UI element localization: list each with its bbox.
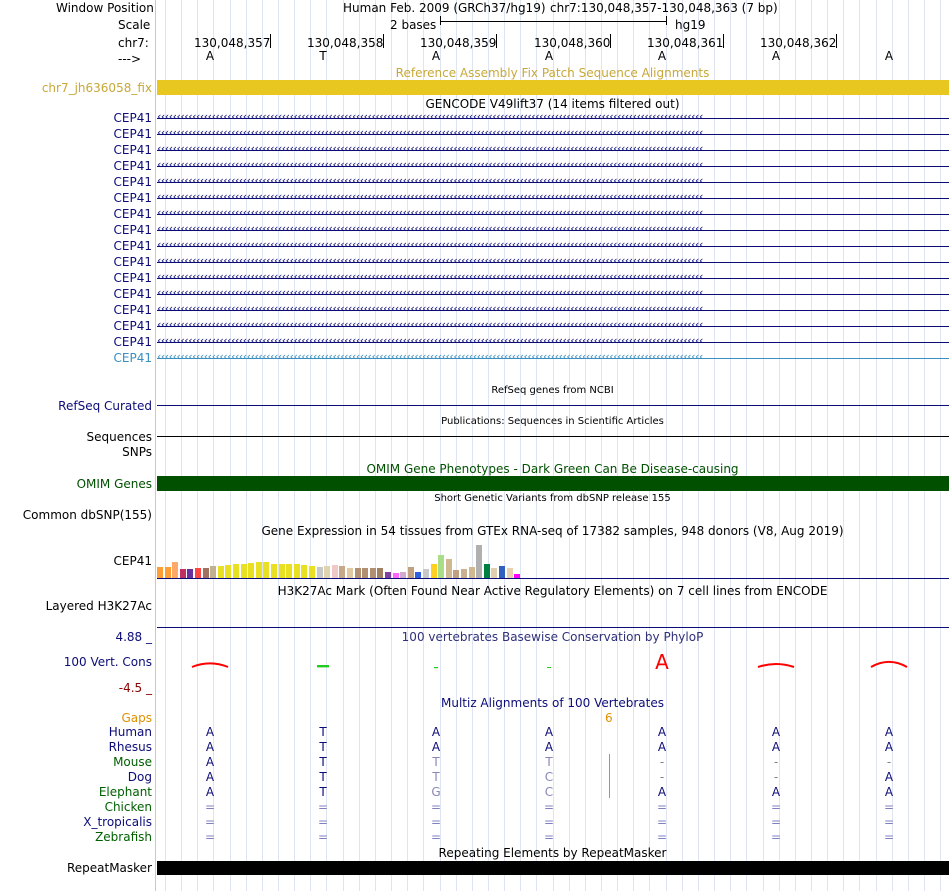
multiz-base: T — [319, 725, 327, 739]
multiz-base: = — [770, 800, 782, 814]
conservation-min: -4.5 _ — [118, 681, 152, 695]
multiz-base: A — [205, 785, 215, 799]
conservation-glyph — [192, 663, 228, 667]
multiz-base: A — [771, 725, 781, 739]
refseq-track-title: RefSeq genes from NCBI — [491, 385, 614, 396]
ruler-coordinate: 130,048,361 — [647, 36, 724, 50]
gencode-item-label[interactable]: CEP41 — [113, 175, 152, 189]
gtex-bar[interactable] — [317, 567, 323, 578]
repeatmasker-label[interactable]: RepeatMasker — [66, 861, 152, 875]
gtex-bar[interactable] — [484, 564, 490, 578]
ruler-coordinate: 130,048,357 — [194, 36, 271, 50]
scale-bar-right-tick — [666, 16, 667, 25]
gtex-bar[interactable] — [294, 564, 300, 578]
ruler-base: A — [884, 49, 894, 63]
publications-line[interactable] — [157, 436, 949, 437]
gtex-bar[interactable] — [165, 567, 171, 578]
omim-label[interactable]: OMIM Genes — [76, 477, 152, 491]
multiz-base: = — [317, 830, 329, 844]
conservation-glyph — [871, 662, 907, 667]
multiz-base: T — [319, 740, 327, 754]
conservation-track-title: 100 vertebrates Basewise Conservation by PhyloP — [401, 630, 704, 644]
gencode-item-label[interactable]: CEP41 — [113, 159, 152, 173]
multiz-base: = — [656, 800, 668, 814]
multiz-base: - — [886, 755, 892, 769]
repeatmasker-bar[interactable] — [157, 861, 949, 875]
gtex-bar[interactable] — [377, 568, 383, 578]
gtex-bar[interactable] — [370, 568, 376, 578]
conservation-glyph — [434, 667, 438, 668]
multiz-base: = — [656, 815, 668, 829]
gtex-bar[interactable] — [461, 569, 467, 578]
gtex-bar[interactable] — [271, 564, 277, 578]
multiz-base: = — [204, 800, 216, 814]
strand-arrows-icon: ‹‹‹‹‹‹‹‹‹‹‹‹‹‹‹‹‹‹‹‹‹‹‹‹‹‹‹‹‹‹‹‹‹‹‹‹‹‹‹‹‹‹‹‹‹‹‹‹‹‹‹‹‹‹‹‹‹‹‹‹‹‹‹‹‹‹‹‹‹‹‹‹‹‹‹‹‹‹‹‹‹‹‹‹‹‹‹‹‹‹‹‹‹‹‹‹‹‹‹‹‹‹‹‹‹‹‹‹‹‹‹‹‹‹‹‹‹‹‹‹‹‹‹‹‹‹‹‹‹‹‹‹‹‹‹‹‹‹‹‹ — [157, 158, 703, 171]
strand-arrows-icon: ‹‹‹‹‹‹‹‹‹‹‹‹‹‹‹‹‹‹‹‹‹‹‹‹‹‹‹‹‹‹‹‹‹‹‹‹‹‹‹‹‹‹‹‹‹‹‹‹‹‹‹‹‹‹‹‹‹‹‹‹‹‹‹‹‹‹‹‹‹‹‹‹‹‹‹‹‹‹‹‹‹‹‹‹‹‹‹‹‹‹‹‹‹‹‹‹‹‹‹‹‹‹‹‹‹‹‹‹‹‹‹‹‹‹‹‹‹‹‹‹‹‹‹‹‹‹‹‹‹‹‹‹‹‹‹‹‹‹‹‹ — [157, 254, 703, 267]
gencode-item-label[interactable]: CEP41 — [113, 303, 152, 317]
ruler-base: T — [319, 49, 327, 63]
gtex-baseline — [157, 578, 949, 579]
strand-arrows-icon: ‹‹‹‹‹‹‹‹‹‹‹‹‹‹‹‹‹‹‹‹‹‹‹‹‹‹‹‹‹‹‹‹‹‹‹‹‹‹‹‹‹‹‹‹‹‹‹‹‹‹‹‹‹‹‹‹‹‹‹‹‹‹‹‹‹‹‹‹‹‹‹‹‹‹‹‹‹‹‹‹‹‹‹‹‹‹‹‹‹‹‹‹‹‹‹‹‹‹‹‹‹‹‹‹‹‹‹‹‹‹‹‹‹‹‹‹‹‹‹‹‹‹‹‹‹‹‹‹‹‹‹‹‹‹‹‹‹‹‹‹ — [157, 190, 703, 203]
gtex-bar[interactable] — [476, 545, 482, 578]
gtex-bar[interactable] — [157, 567, 163, 578]
gencode-item-label[interactable]: CEP41 — [113, 207, 152, 221]
multiz-base: - — [659, 770, 665, 784]
multiz-species-label[interactable]: Dog — [127, 770, 152, 784]
conservation-glyph — [758, 664, 794, 667]
ruler-tick — [496, 34, 497, 48]
multiz-base: = — [430, 830, 442, 844]
multiz-track-title: Multiz Alignments of 100 Vertebrates — [440, 696, 665, 710]
gtex-bar[interactable] — [225, 565, 231, 578]
multiz-base: = — [543, 815, 555, 829]
fix-patch-label[interactable]: chr7_jh636058_fix — [41, 81, 152, 95]
multiz-base: A — [657, 740, 667, 754]
multiz-base: = — [883, 815, 895, 829]
conservation-label[interactable]: 100 Vert. Cons — [63, 655, 152, 669]
strand-arrows-icon: ‹‹‹‹‹‹‹‹‹‹‹‹‹‹‹‹‹‹‹‹‹‹‹‹‹‹‹‹‹‹‹‹‹‹‹‹‹‹‹‹‹‹‹‹‹‹‹‹‹‹‹‹‹‹‹‹‹‹‹‹‹‹‹‹‹‹‹‹‹‹‹‹‹‹‹‹‹‹‹‹‹‹‹‹‹‹‹‹‹‹‹‹‹‹‹‹‹‹‹‹‹‹‹‹‹‹‹‹‹‹‹‹‹‹‹‹‹‹‹‹‹‹‹‹‹‹‹‹‹‹‹‹‹‹‹‹‹‹‹‹ — [157, 238, 703, 251]
gtex-bar[interactable] — [438, 555, 444, 578]
scale-label: Scale — [118, 18, 151, 32]
multiz-base: A — [205, 725, 215, 739]
gtex-bar[interactable] — [233, 564, 239, 578]
gtex-bar[interactable] — [263, 562, 269, 578]
ruler-coordinate: 130,048,362 — [760, 36, 837, 50]
multiz-base: A — [771, 785, 781, 799]
gtex-bar[interactable] — [339, 566, 345, 578]
gtex-bar[interactable] — [241, 564, 247, 578]
omim-bar[interactable] — [157, 476, 949, 491]
multiz-base: A — [884, 725, 894, 739]
fix-patch-track-title: Reference Assembly Fix Patch Sequence Alignments — [395, 66, 710, 80]
gencode-item-label[interactable]: CEP41 — [113, 143, 152, 157]
multiz-base: C — [544, 770, 554, 784]
multiz-base: = — [770, 815, 782, 829]
multiz-base: A — [431, 740, 441, 754]
chrom-label: chr7: — [118, 36, 149, 50]
gtex-bar[interactable] — [256, 562, 262, 578]
multiz-species-label[interactable]: Chicken — [104, 800, 152, 814]
multiz-base: T — [545, 755, 553, 769]
gtex-bar[interactable] — [286, 564, 292, 578]
multiz-base: A — [544, 725, 554, 739]
multiz-species-label[interactable]: Rhesus — [108, 740, 152, 754]
ruler-coordinate: 130,048,360 — [534, 36, 611, 50]
gtex-track-title: Gene Expression in 54 tissues from GTEx RNA-seq of 17382 samples, 948 donors (V8, Aug 2019) — [261, 524, 844, 538]
conservation-glyph — [317, 665, 329, 667]
h3k27ac-track-title: H3K27Ac Mark (Often Found Near Active Regulatory Elements) on 7 cell lines from ENCODE — [277, 584, 828, 598]
gtex-bar[interactable] — [279, 564, 285, 578]
multiz-base: = — [543, 830, 555, 844]
gencode-item-label[interactable]: CEP41 — [113, 223, 152, 237]
gtex-bar[interactable] — [301, 565, 307, 578]
multiz-base: = — [883, 800, 895, 814]
gencode-item-label[interactable]: CEP41 — [113, 271, 152, 285]
strand-arrows-icon: ‹‹‹‹‹‹‹‹‹‹‹‹‹‹‹‹‹‹‹‹‹‹‹‹‹‹‹‹‹‹‹‹‹‹‹‹‹‹‹‹‹‹‹‹‹‹‹‹‹‹‹‹‹‹‹‹‹‹‹‹‹‹‹‹‹‹‹‹‹‹‹‹‹‹‹‹‹‹‹‹‹‹‹‹‹‹‹‹‹‹‹‹‹‹‹‹‹‹‹‹‹‹‹‹‹‹‹‹‹‹‹‹‹‹‹‹‹‹‹‹‹‹‹‹‹‹‹‹‹‹‹‹‹‹‹‹‹‹‹‹ — [157, 318, 703, 331]
multiz-base: - — [773, 770, 779, 784]
multiz-base: C — [544, 785, 554, 799]
multiz-gaps-label: Gaps — [121, 711, 152, 725]
strand-arrows-icon: ‹‹‹‹‹‹‹‹‹‹‹‹‹‹‹‹‹‹‹‹‹‹‹‹‹‹‹‹‹‹‹‹‹‹‹‹‹‹‹‹‹‹‹‹‹‹‹‹‹‹‹‹‹‹‹‹‹‹‹‹‹‹‹‹‹‹‹‹‹‹‹‹‹‹‹‹‹‹‹‹‹‹‹‹‹‹‹‹‹‹‹‹‹‹‹‹‹‹‹‹‹‹‹‹‹‹‹‹‹‹‹‹‹‹‹‹‹‹‹‹‹‹‹‹‹‹‹‹‹‹‹‹‹‹‹‹‹‹‹‹ — [157, 110, 703, 123]
multiz-species-label[interactable]: Mouse — [113, 755, 152, 769]
multiz-gap-marker[interactable] — [609, 754, 610, 798]
multiz-base: A — [431, 725, 441, 739]
multiz-base: A — [771, 740, 781, 754]
conservation-glyph — [547, 667, 551, 668]
gencode-item-label[interactable]: CEP41 — [113, 351, 152, 365]
gtex-bar[interactable] — [210, 566, 216, 578]
gencode-item-label[interactable]: CEP41 — [113, 111, 152, 125]
gtex-bar[interactable] — [332, 565, 338, 578]
gtex-bar[interactable] — [491, 568, 497, 578]
multiz-base: = — [430, 800, 442, 814]
multiz-species-label[interactable]: Elephant — [98, 785, 152, 799]
gtex-bar[interactable] — [469, 567, 475, 578]
gtex-bar[interactable] — [187, 569, 193, 578]
multiz-species-label[interactable]: Human — [108, 725, 152, 739]
scale-db-label: hg19 — [675, 18, 706, 32]
multiz-base: = — [543, 800, 555, 814]
h3k27ac-baseline — [157, 627, 949, 628]
ruler-tick — [610, 34, 611, 48]
gtex-bar[interactable] — [431, 564, 437, 578]
refseq-label[interactable]: RefSeq Curated — [58, 399, 152, 413]
dbsnp-track-title: Short Genetic Variants from dbSNP release 155 — [434, 493, 671, 504]
ruler-base: A — [544, 49, 554, 63]
multiz-base: T — [432, 755, 440, 769]
strand-arrows-icon: ‹‹‹‹‹‹‹‹‹‹‹‹‹‹‹‹‹‹‹‹‹‹‹‹‹‹‹‹‹‹‹‹‹‹‹‹‹‹‹‹‹‹‹‹‹‹‹‹‹‹‹‹‹‹‹‹‹‹‹‹‹‹‹‹‹‹‹‹‹‹‹‹‹‹‹‹‹‹‹‹‹‹‹‹‹‹‹‹‹‹‹‹‹‹‹‹‹‹‹‹‹‹‹‹‹‹‹‹‹‹‹‹‹‹‹‹‹‹‹‹‹‹‹‹‹‹‹‹‹‹‹‹‹‹‹‹‹‹‹‹ — [157, 350, 703, 363]
multiz-base: A — [657, 785, 667, 799]
strand-arrows-icon: ‹‹‹‹‹‹‹‹‹‹‹‹‹‹‹‹‹‹‹‹‹‹‹‹‹‹‹‹‹‹‹‹‹‹‹‹‹‹‹‹‹‹‹‹‹‹‹‹‹‹‹‹‹‹‹‹‹‹‹‹‹‹‹‹‹‹‹‹‹‹‹‹‹‹‹‹‹‹‹‹‹‹‹‹‹‹‹‹‹‹‹‹‹‹‹‹‹‹‹‹‹‹‹‹‹‹‹‹‹‹‹‹‹‹‹‹‹‹‹‹‹‹‹‹‹‹‹‹‹‹‹‹‹‹‹‹‹‹‹‹ — [157, 222, 703, 235]
gencode-item-label[interactable]: CEP41 — [113, 287, 152, 301]
conservation-max: 4.88 _ — [115, 630, 152, 644]
gencode-track-title: GENCODE V49lift37 (14 items filtered out) — [425, 97, 680, 111]
multiz-species-label[interactable]: X_tropicalis — [83, 815, 152, 829]
gtex-bar[interactable] — [172, 562, 178, 578]
strand-arrows-icon: ‹‹‹‹‹‹‹‹‹‹‹‹‹‹‹‹‹‹‹‹‹‹‹‹‹‹‹‹‹‹‹‹‹‹‹‹‹‹‹‹‹‹‹‹‹‹‹‹‹‹‹‹‹‹‹‹‹‹‹‹‹‹‹‹‹‹‹‹‹‹‹‹‹‹‹‹‹‹‹‹‹‹‹‹‹‹‹‹‹‹‹‹‹‹‹‹‹‹‹‹‹‹‹‹‹‹‹‹‹‹‹‹‹‹‹‹‹‹‹‹‹‹‹‹‹‹‹‹‹‹‹‹‹‹‹‹‹‹‹‹ — [157, 302, 703, 315]
gtex-bar[interactable] — [355, 568, 361, 578]
repeatmasker-track-title: Repeating Elements by RepeatMasker — [438, 846, 667, 860]
multiz-base: = — [317, 815, 329, 829]
gtex-bar[interactable] — [309, 566, 315, 578]
strand-arrows-icon: ‹‹‹‹‹‹‹‹‹‹‹‹‹‹‹‹‹‹‹‹‹‹‹‹‹‹‹‹‹‹‹‹‹‹‹‹‹‹‹‹‹‹‹‹‹‹‹‹‹‹‹‹‹‹‹‹‹‹‹‹‹‹‹‹‹‹‹‹‹‹‹‹‹‹‹‹‹‹‹‹‹‹‹‹‹‹‹‹‹‹‹‹‹‹‹‹‹‹‹‹‹‹‹‹‹‹‹‹‹‹‹‹‹‹‹‹‹‹‹‹‹‹‹‹‹‹‹‹‹‹‹‹‹‹‹‹‹‹‹‹ — [157, 270, 703, 283]
strand-arrows-icon: ‹‹‹‹‹‹‹‹‹‹‹‹‹‹‹‹‹‹‹‹‹‹‹‹‹‹‹‹‹‹‹‹‹‹‹‹‹‹‹‹‹‹‹‹‹‹‹‹‹‹‹‹‹‹‹‹‹‹‹‹‹‹‹‹‹‹‹‹‹‹‹‹‹‹‹‹‹‹‹‹‹‹‹‹‹‹‹‹‹‹‹‹‹‹‹‹‹‹‹‹‹‹‹‹‹‹‹‹‹‹‹‹‹‹‹‹‹‹‹‹‹‹‹‹‹‹‹‹‹‹‹‹‹‹‹‹‹‹‹‹ — [157, 126, 703, 139]
gtex-bar[interactable] — [408, 567, 414, 578]
multiz-base: A — [884, 740, 894, 754]
strand-arrows-icon: ‹‹‹‹‹‹‹‹‹‹‹‹‹‹‹‹‹‹‹‹‹‹‹‹‹‹‹‹‹‹‹‹‹‹‹‹‹‹‹‹‹‹‹‹‹‹‹‹‹‹‹‹‹‹‹‹‹‹‹‹‹‹‹‹‹‹‹‹‹‹‹‹‹‹‹‹‹‹‹‹‹‹‹‹‹‹‹‹‹‹‹‹‹‹‹‹‹‹‹‹‹‹‹‹‹‹‹‹‹‹‹‹‹‹‹‹‹‹‹‹‹‹‹‹‹‹‹‹‹‹‹‹‹‹‹‹‹‹‹‹ — [157, 334, 703, 347]
multiz-gap-count[interactable]: 6 — [605, 711, 613, 725]
multiz-base: T — [319, 785, 327, 799]
scale-bar-label: 2 bases — [390, 18, 437, 32]
window-position-label: Window Position — [56, 1, 154, 15]
gencode-item-label[interactable]: CEP41 — [113, 239, 152, 253]
gtex-bar[interactable] — [446, 559, 452, 578]
multiz-base: = — [204, 830, 216, 844]
multiz-base: T — [319, 770, 327, 784]
multiz-base: A — [657, 725, 667, 739]
multiz-base: T — [319, 755, 327, 769]
multiz-base: = — [883, 830, 895, 844]
multiz-base: T — [432, 770, 440, 784]
gtex-bar[interactable] — [248, 563, 254, 578]
h3k27ac-label[interactable]: Layered H3K27Ac — [45, 599, 152, 613]
multiz-base: A — [205, 755, 215, 769]
dbsnp-label[interactable]: Common dbSNP(155) — [22, 508, 152, 522]
multiz-base: A — [544, 740, 554, 754]
publications-track-title: Publications: Sequences in Scientific Articles — [441, 416, 664, 427]
omim-track-title: OMIM Gene Phenotypes - Dark Green Can Be Disease-causing — [366, 462, 739, 476]
gencode-item-label[interactable]: CEP41 — [113, 255, 152, 269]
multiz-base: A — [884, 770, 894, 784]
publications-label[interactable]: Sequences — [86, 430, 152, 444]
gencode-item-label[interactable]: CEP41 — [113, 335, 152, 349]
gtex-bar[interactable] — [203, 568, 209, 578]
position-readout[interactable]: chr7:130,048,357-130,048,363 (7 bp) — [550, 1, 778, 15]
multiz-base: - — [659, 755, 665, 769]
gtex-bar[interactable] — [195, 568, 201, 578]
strand-arrows-icon: ‹‹‹‹‹‹‹‹‹‹‹‹‹‹‹‹‹‹‹‹‹‹‹‹‹‹‹‹‹‹‹‹‹‹‹‹‹‹‹‹‹‹‹‹‹‹‹‹‹‹‹‹‹‹‹‹‹‹‹‹‹‹‹‹‹‹‹‹‹‹‹‹‹‹‹‹‹‹‹‹‹‹‹‹‹‹‹‹‹‹‹‹‹‹‹‹‹‹‹‹‹‹‹‹‹‹‹‹‹‹‹‹‹‹‹‹‹‹‹‹‹‹‹‹‹‹‹‹‹‹‹‹‹‹‹‹‹‹‹‹ — [157, 174, 703, 187]
multiz-species-label[interactable]: Zebrafish — [95, 830, 152, 844]
gtex-bar[interactable] — [324, 566, 330, 578]
ruler-tick — [723, 34, 724, 48]
assembly-name[interactable]: Human Feb. 2009 (GRCh37/hg19) — [343, 1, 546, 15]
gencode-item-label[interactable]: CEP41 — [113, 191, 152, 205]
gtex-bar[interactable] — [453, 570, 459, 578]
multiz-base: = — [204, 815, 216, 829]
gtex-label[interactable]: CEP41 — [113, 554, 152, 568]
gencode-item-label[interactable]: CEP41 — [113, 319, 152, 333]
refseq-gene-line[interactable] — [157, 405, 949, 406]
gtex-bar[interactable] — [180, 569, 186, 578]
gtex-bar[interactable] — [423, 569, 429, 578]
gtex-bar[interactable] — [499, 566, 505, 578]
multiz-base: = — [656, 830, 668, 844]
conservation-glyph: A — [655, 650, 669, 674]
scale-bar — [440, 21, 666, 22]
snps-label[interactable]: SNPs — [122, 445, 152, 459]
fix-patch-bar[interactable] — [157, 80, 949, 95]
strand-label[interactable]: ---> — [118, 52, 142, 66]
gtex-bar[interactable] — [362, 568, 368, 578]
multiz-base: - — [773, 755, 779, 769]
multiz-base: A — [205, 770, 215, 784]
ruler-base: A — [205, 49, 215, 63]
multiz-base: G — [431, 785, 441, 799]
ruler-coordinate: 130,048,358 — [307, 36, 384, 50]
gtex-bar[interactable] — [218, 566, 224, 578]
gtex-bar[interactable] — [347, 568, 353, 578]
gencode-item-label[interactable]: CEP41 — [113, 127, 152, 141]
ruler-tick — [383, 34, 384, 48]
ruler-tick — [270, 34, 271, 48]
strand-arrows-icon: ‹‹‹‹‹‹‹‹‹‹‹‹‹‹‹‹‹‹‹‹‹‹‹‹‹‹‹‹‹‹‹‹‹‹‹‹‹‹‹‹‹‹‹‹‹‹‹‹‹‹‹‹‹‹‹‹‹‹‹‹‹‹‹‹‹‹‹‹‹‹‹‹‹‹‹‹‹‹‹‹‹‹‹‹‹‹‹‹‹‹‹‹‹‹‹‹‹‹‹‹‹‹‹‹‹‹‹‹‹‹‹‹‹‹‹‹‹‹‹‹‹‹‹‹‹‹‹‹‹‹‹‹‹‹‹‹‹‹‹‹ — [157, 142, 703, 155]
multiz-base: = — [770, 830, 782, 844]
multiz-base: A — [205, 740, 215, 754]
multiz-base: = — [317, 800, 329, 814]
conservation-plot[interactable] — [157, 645, 949, 685]
ruler-base: A — [657, 49, 667, 63]
strand-arrows-icon: ‹‹‹‹‹‹‹‹‹‹‹‹‹‹‹‹‹‹‹‹‹‹‹‹‹‹‹‹‹‹‹‹‹‹‹‹‹‹‹‹‹‹‹‹‹‹‹‹‹‹‹‹‹‹‹‹‹‹‹‹‹‹‹‹‹‹‹‹‹‹‹‹‹‹‹‹‹‹‹‹‹‹‹‹‹‹‹‹‹‹‹‹‹‹‹‹‹‹‹‹‹‹‹‹‹‹‹‹‹‹‹‹‹‹‹‹‹‹‹‹‹‹‹‹‹‹‹‹‹‹‹‹‹‹‹‹‹‹‹‹ — [157, 286, 703, 299]
ruler-base: A — [431, 49, 441, 63]
gtex-bar[interactable] — [507, 568, 513, 578]
multiz-base: = — [430, 815, 442, 829]
multiz-base: A — [884, 785, 894, 799]
ruler-coordinate: 130,048,359 — [420, 36, 497, 50]
ruler-base: A — [771, 49, 781, 63]
strand-arrows-icon: ‹‹‹‹‹‹‹‹‹‹‹‹‹‹‹‹‹‹‹‹‹‹‹‹‹‹‹‹‹‹‹‹‹‹‹‹‹‹‹‹‹‹‹‹‹‹‹‹‹‹‹‹‹‹‹‹‹‹‹‹‹‹‹‹‹‹‹‹‹‹‹‹‹‹‹‹‹‹‹‹‹‹‹‹‹‹‹‹‹‹‹‹‹‹‹‹‹‹‹‹‹‹‹‹‹‹‹‹‹‹‹‹‹‹‹‹‹‹‹‹‹‹‹‹‹‹‹‹‹‹‹‹‹‹‹‹‹‹‹‹ — [157, 206, 703, 219]
label-separator — [155, 0, 156, 891]
ruler-tick — [836, 34, 837, 48]
